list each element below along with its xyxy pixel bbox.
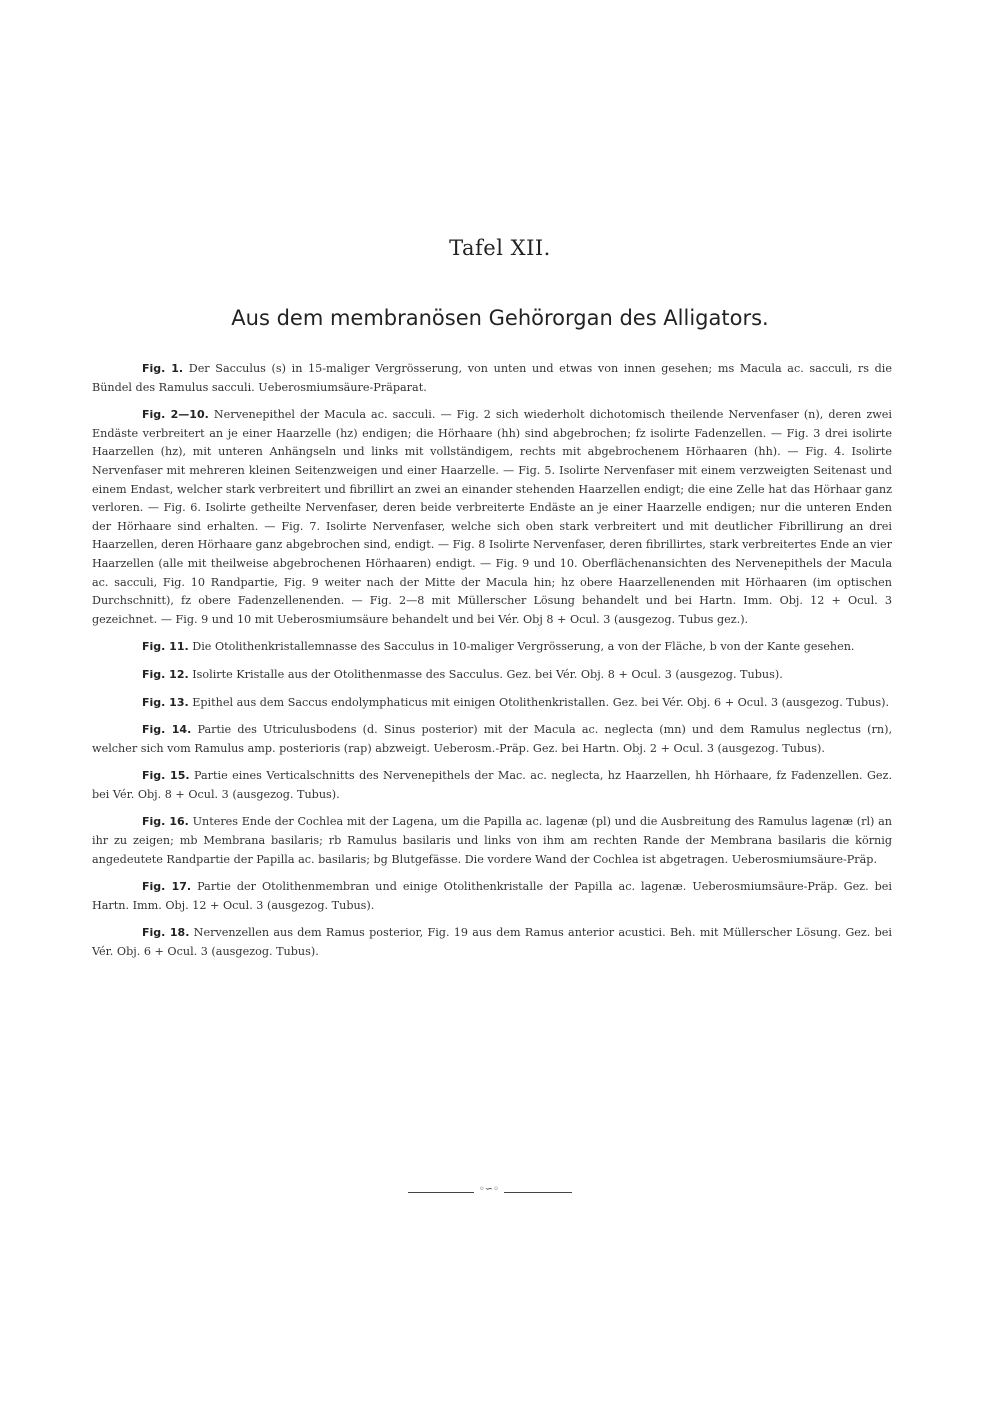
caption-fig-18 (92, 924, 892, 961)
fleuron-icon: ◦∽◦ (478, 1184, 500, 1195)
caption-label: Fig. 1. (142, 362, 184, 375)
caption-label: Fig. 13. (142, 695, 189, 709)
caption-fig-13 (92, 694, 892, 713)
caption-text: Nervenzellen aus dem Ramus posterior, Fig. 19 aus dem Ramus anterior acustici. Beh. mit Müllerscher Lösung. Gez. bei Vér. Obj. 6 + Ocul. 3 (ausgezog. Tubus). (92, 926, 892, 959)
caption-text: Isolirte Kristalle aus der Otolithenmasse des Sacculus. Gez. bei Vér. Obj. 8 + Ocul. 3 (ausgezog. Tubus). (192, 667, 783, 681)
caption-label: Fig. 17. (142, 880, 192, 894)
caption-label: Fig. 11. (142, 640, 189, 654)
caption-fig-1 (92, 360, 892, 397)
caption-label: Fig. 16. (142, 815, 189, 829)
divider-line-right (504, 1192, 572, 1193)
plate-title: Tafel XII. (449, 236, 551, 260)
caption-text: Unteres Ende der Cochlea mit der Lagena, um die Papilla ac. lagenæ (pl) und die Ausbreitung des Ramulus lagenæ (rl) an ihr zu zeigen; mb Membrana basilaris; rb Ramulus basilaris und links von ihm am rechten Rande der Membrana basilaris die körnig angedeutete Randpartie der Papilla ac. basilaris; bg Blutgefässe. Die vordere Wand der Cochlea ist abgetragen. Ueberosmiumsäure-Präp. (92, 815, 892, 866)
divider-line-left (408, 1192, 474, 1193)
caption-fig-2-10 (92, 406, 892, 629)
caption-text: Partie der Otolithenmembran und einige Otolithenkristalle der Papilla ac. lagenæ. Ueberosmiumsäure-Präp. Gez. bei Hartn. Imm. Obj. 12 + Ocul. 3 (ausgezog. Tubus). (92, 880, 892, 912)
caption-fig-15 (92, 767, 892, 804)
caption-text: Epithel aus dem Saccus endolymphaticus mit einigen Otolithenkristallen. Gez. bei Vér. Obj. 6 + Ocul. 3 (ausgezog. Tubus). (192, 695, 890, 709)
end-ornament-divider (408, 1184, 572, 1198)
caption-fig-17 (92, 878, 892, 915)
caption-label: Fig. 14. (142, 723, 192, 737)
caption-fig-16 (92, 813, 892, 869)
caption-fig-11 (92, 638, 892, 657)
caption-list (92, 360, 892, 971)
caption-label: Fig. 2—10. (142, 408, 209, 422)
caption-text: Die Otolithenkristallemnasse des Sacculus in 10-maliger Vergrösserung, a von der Fläche, b von der Kante gesehen. (192, 640, 855, 654)
caption-text: Partie des Utriculusbodens (d. Sinus posterior) mit der Macula ac. neglecta (mn) und dem Ramulus neglectus (rn), welcher sich vom Ramulus amp. posterioris (rap) abzweigt. Ueberosm.-Präp. Gez. bei Hartn. Obj. 2 + Ocul. 3 (ausgezog. Tubus). (92, 723, 893, 755)
caption-text: Nervenepithel der Macula ac. sacculi. — Fig. 2 sich wiederholt dichotomisch theilende Nervenfaser (n), deren zwei Endäste verbreitert an je einer Haarzelle (hz) endigen; die Hörhaare (hh) sind abgebrochen; fz isolirte Fadenzellen. — Fig. 3 drei isolirte Haarzellen (hz), mit unteren Anhängseln und links mit vollständigem, rechts mit abgebrochenem Hörhaaren (hh). — Fig. 4. Isolirte Nervenfaser mit mehreren kleinen Seitenzweigen und einer Haarzelle. — Fig. 5. Isolirte Nervenfaser mit einem verzweigten Seitenast und einem Endast, welcher stark verbreitert und fibrillirt an zwei an einander stehenden Haarzellen endigt; die eine Zelle hat das Hörhaar ganz verloren. — Fig. 6. Isolirte getheilte Nervenfaser, deren beide verbreiterte Endäste an je einer Haarzelle endigen; nur die unteren Enden der Hörhaare sind erhalten. — Fig. 7. Isolirte Nervenfaser, welche sich oben stark verbreitert und mit deutlicher Fibrillirung an drei Haarzellen, deren Hörhaare ganz abgebrochen sind, endigt. — Fig. 8 Isolirte Nervenfaser, deren fibrillirtes, stark verbreitertes Ende an vier Haarzellen (alle mit theilweise abgebrochenen Hörhaaren) endigt. — Fig. 9 und 10. Oberflächenansichten des Nervenepithels der Macula ac. sacculi, Fig. 10 Randpartie, Fig. 9 weiter nach der Mitte der Macula hin; hz obere Haarzellenenden mit Hörhaaren (im optischen Durchschnitt), fz obere Fadenzellenenden. — Fig. 2—8 mit Müllerscher Lösung behandelt und bei Hartn. Imm. Obj. 12 + Ocul. 3 gezeichnet. — Fig. 9 und 10 mit Ueberosmiumsäure behandelt und bei Vér. Obj 8 + Ocul. 3 (ausgezog. Tubus gez.). (92, 408, 892, 626)
caption-label: Fig. 12. (142, 667, 189, 681)
caption-text: Partie eines Verticalschnitts des Nervenepithels der Mac. ac. neglecta, hz Haarzellen, hh Hörhaare, fz Fadenzellen. Gez. bei Vér. Obj. 8 + Ocul. 3 (ausgezog. Tubus). (92, 769, 893, 801)
caption-text: Der Sacculus (s) in 15-maliger Vergrösserung, von unten und etwas von innen gesehen; ms Macula ac. sacculi, rs die Bündel des Ramulus sacculi. Ueberosmiumsäure-Präparat. (92, 362, 892, 394)
caption-fig-12 (92, 666, 892, 685)
main-title: Aus dem membranösen Gehörorgan des Alligators. (231, 306, 769, 330)
caption-fig-14 (92, 721, 892, 758)
caption-label: Fig. 18. (142, 926, 190, 940)
caption-label: Fig. 15. (142, 769, 190, 783)
